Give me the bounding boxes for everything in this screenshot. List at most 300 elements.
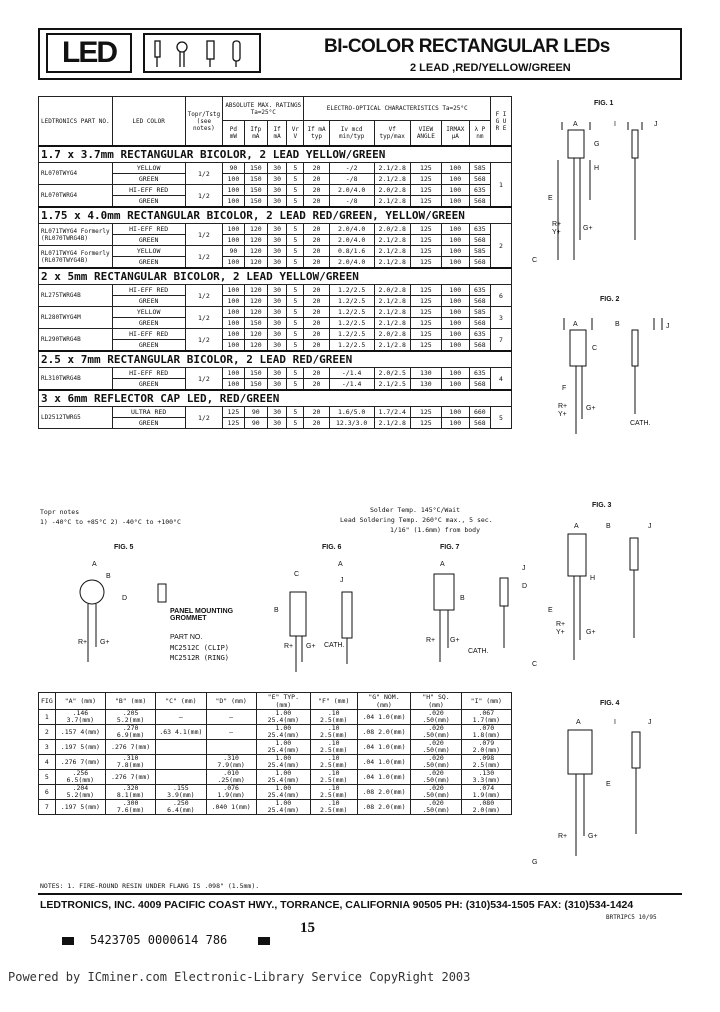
svg-text:I: I (614, 121, 616, 128)
cell-if: 30 (268, 235, 287, 246)
dim-cell: — (156, 710, 206, 725)
cell-ang: 125 (410, 196, 441, 208)
svg-text:D: D (122, 595, 128, 602)
dim-cell: 3 (39, 740, 56, 755)
dim-cell: .276 7(mm) (55, 755, 105, 770)
page-title: BI-COLOR RECTANGULAR LEDs (324, 36, 610, 57)
dim-cell: .070 1.8(mm) (461, 725, 511, 740)
dim-cell: .270 6.9(mm) (106, 725, 156, 740)
cell-iv: 2.0/4.0 (329, 257, 374, 269)
cell-iv: 1.2/2.5 (329, 285, 374, 296)
cell-ifp: 120 (244, 285, 267, 296)
dim-cell: .076 1.9(mm) (206, 785, 256, 800)
cell-vr: 5 (287, 224, 304, 235)
svg-text:B: B (606, 523, 611, 530)
spec-row (39, 329, 512, 340)
led-shapes-icon (143, 33, 261, 73)
svg-text:J: J (666, 323, 670, 330)
cell-color: GREEN (112, 318, 185, 329)
svg-text:E: E (606, 781, 611, 788)
spec-row (39, 368, 512, 379)
dim-header-cell: "B" (mm) (106, 693, 156, 710)
svg-text:G+: G+ (586, 629, 596, 636)
cell-pd: 100 (223, 174, 244, 185)
dim-cell: .04 1.0(mm) (357, 710, 411, 725)
dim-cell: 1.00 25.4(mm) (256, 755, 310, 770)
cell-iv: 2.0/4.0 (329, 235, 374, 246)
col-pd: Pd mW (223, 121, 244, 146)
fig7-drawing (410, 552, 530, 682)
cell-ang: 125 (410, 329, 441, 340)
grommet-title: PANEL MOUNTING GROMMET (170, 608, 234, 622)
cell-vr: 5 (287, 163, 304, 174)
section-header (39, 207, 512, 224)
cell-part: LD2512TWRG5 (39, 407, 113, 429)
cell-if: 30 (268, 163, 287, 174)
cell-color: GREEN (112, 174, 185, 185)
cell-vf: 2.1/2.8 (374, 296, 410, 307)
cell-ir: 100 (441, 296, 469, 307)
cell-ift: 20 (304, 296, 329, 307)
cell-pd: 90 (223, 246, 244, 257)
cell-pd: 100 (223, 379, 244, 391)
cell-ift: 20 (304, 307, 329, 318)
dim-cell: .020 .50(mm) (411, 770, 461, 785)
cell-ang: 125 (410, 185, 441, 196)
svg-text:B: B (274, 607, 279, 614)
cell-color: ULTRA RED (112, 407, 185, 418)
cell-if: 30 (268, 185, 287, 196)
cell-vr: 5 (287, 318, 304, 329)
dim-cell: .276 7(mm) (106, 740, 156, 755)
cell-lp: 660 (469, 407, 490, 418)
cell-part: RL275TWRG4B (39, 285, 113, 307)
cell-lp: 568 (469, 379, 490, 391)
cell-ift: 20 (304, 196, 329, 208)
dim-row (39, 710, 512, 725)
cell-ang: 130 (410, 379, 441, 391)
cell-vf: 2.1/2.8 (374, 418, 410, 429)
cell-ir: 100 (441, 224, 469, 235)
dim-cell: 1.00 25.4(mm) (256, 785, 310, 800)
svg-text:R+: R+ (78, 639, 88, 646)
cell-if: 30 (268, 296, 287, 307)
cell-lp: 585 (469, 246, 490, 257)
spec-row (39, 185, 512, 196)
cell-part: RL070TWYG4 (39, 163, 113, 185)
dim-cell: .10 2.5(mm) (310, 740, 357, 755)
cell-color: GREEN (112, 196, 185, 208)
cell-vr: 5 (287, 285, 304, 296)
dim-cell: 1.00 25.4(mm) (256, 740, 310, 755)
cell-ifp: 120 (244, 257, 267, 269)
cell-vf: 2.1/2.8 (374, 257, 410, 269)
svg-text:R+: R+ (284, 643, 294, 650)
cell-iv: 1.2/2.5 (329, 318, 374, 329)
cell-figure: 7 (491, 329, 512, 352)
dim-row (39, 800, 512, 815)
dim-header-cell: "H" SQ. (mm) (411, 693, 461, 710)
svg-text:B: B (615, 321, 620, 328)
svg-text:G: G (532, 859, 538, 866)
cell-ifp: 120 (244, 224, 267, 235)
dim-row (39, 770, 512, 785)
dim-cell: .020 .50(mm) (411, 740, 461, 755)
cell-ift: 20 (304, 368, 329, 379)
cell-vf: 2.1/2.5 (374, 379, 410, 391)
svg-text:G+: G+ (100, 639, 110, 646)
svg-text:C: C (294, 571, 300, 578)
cell-ifp: 120 (244, 307, 267, 318)
dim-cell: .04 1.0(mm) (357, 755, 411, 770)
cell-ir: 100 (441, 407, 469, 418)
cell-ifp: 120 (244, 340, 267, 352)
cell-vf: 2.1/2.8 (374, 174, 410, 185)
dim-cell: 5 (39, 770, 56, 785)
col-view-angle: VIEW ANGLE (410, 121, 441, 146)
dim-cell: .080 2.0(mm) (461, 800, 511, 815)
cell-if: 30 (268, 285, 287, 296)
cell-vr: 5 (287, 196, 304, 208)
cell-color: GREEN (112, 235, 185, 246)
dim-cell: .10 2.5(mm) (310, 770, 357, 785)
cell-lp: 635 (469, 368, 490, 379)
dimension-table (38, 692, 512, 815)
cell-vf: 1.7/2.4 (374, 407, 410, 418)
cell-color: GREEN (112, 257, 185, 269)
fig5-label: FIG. 5 (114, 544, 134, 551)
svg-text:A: A (576, 719, 581, 726)
cell-pd: 125 (223, 418, 244, 429)
svg-text:G+: G+ (586, 405, 596, 412)
dim-cell (156, 755, 206, 770)
cell-ir: 100 (441, 185, 469, 196)
dim-cell: 6 (39, 785, 56, 800)
cell-topr: 1/2 (185, 246, 223, 269)
cell-ang: 125 (410, 407, 441, 418)
svg-text:A: A (574, 523, 579, 530)
dim-cell: .276 7(mm) (106, 770, 156, 785)
cell-color: HI-EFF RED (112, 224, 185, 235)
svg-text:G+: G+ (306, 643, 316, 650)
cell-ift: 20 (304, 285, 329, 296)
dim-cell: .205 5.2(mm) (106, 710, 156, 725)
fig6-cath-label: CATH. (324, 642, 345, 649)
cell-ang: 130 (410, 368, 441, 379)
cell-vr: 5 (287, 246, 304, 257)
cell-pd: 125 (223, 407, 244, 418)
fig2-cath-label: CATH. (630, 420, 651, 427)
cell-ir: 100 (441, 246, 469, 257)
cell-lp: 635 (469, 224, 490, 235)
dim-cell: .04 1.0(mm) (357, 770, 411, 785)
col-vf: Vf typ/max (374, 121, 410, 146)
svg-text:J: J (648, 523, 652, 530)
dim-cell: .157 4(mm) (55, 725, 105, 740)
cell-figure: 5 (491, 407, 512, 429)
svg-text:R+: R+ (552, 221, 562, 228)
cell-iv: 1.2/2.5 (329, 340, 374, 352)
svg-text:J: J (340, 577, 344, 584)
cell-pd: 100 (223, 196, 244, 208)
cell-color: YELLOW (112, 246, 185, 257)
cell-ift: 20 (304, 246, 329, 257)
cell-topr: 1/2 (185, 407, 223, 429)
fig5-drawing (60, 552, 180, 672)
cell-part: RL310TWRG4B (39, 368, 113, 391)
svg-text:F: F (562, 385, 567, 392)
cell-iv: 12.3/3.0 (329, 418, 374, 429)
cell-ifp: 120 (244, 329, 267, 340)
dim-cell: — (206, 725, 256, 740)
cell-pd: 100 (223, 329, 244, 340)
cell-ang: 125 (410, 340, 441, 352)
cell-ang: 125 (410, 418, 441, 429)
dim-header-cell: "C" (mm) (156, 693, 206, 710)
cell-color: HI-EFF RED (112, 285, 185, 296)
col-iv: Iv mcd min/typ (329, 121, 374, 146)
cell-vf: 2.0/2.8 (374, 185, 410, 196)
page-number: 15 (300, 920, 315, 936)
svg-text:R+: R+ (556, 621, 566, 628)
svg-text:G: G (594, 141, 600, 148)
cell-vr: 5 (287, 257, 304, 269)
col-figure: F I G U R E (491, 97, 512, 147)
svg-text:J: J (654, 121, 658, 128)
dim-cell: 1.00 25.4(mm) (256, 800, 310, 815)
cell-if: 30 (268, 196, 287, 208)
dim-cell: 4 (39, 755, 56, 770)
dim-cell: .310 7.8(mm) (106, 755, 156, 770)
cell-part: RL070TWRG4 (39, 185, 113, 208)
section-title: 2.5 x 7mm RECTANGULAR BICOLOR, 2 LEAD RED/GREEN (39, 351, 512, 368)
dim-cell: .08 2.0(mm) (357, 725, 411, 740)
cell-ir: 100 (441, 257, 469, 269)
dim-cell: .300 7.6(mm) (106, 800, 156, 815)
cell-ang: 125 (410, 307, 441, 318)
cell-pd: 100 (223, 340, 244, 352)
cell-ir: 100 (441, 235, 469, 246)
svg-text:C: C (532, 661, 538, 668)
watermark: Powered by ICminer.com Electronic-Library Service CopyRight 2003 (8, 970, 471, 984)
cell-ir: 100 (441, 368, 469, 379)
svg-text:Y+: Y+ (556, 629, 565, 636)
cell-vr: 5 (287, 340, 304, 352)
cell-color: GREEN (112, 418, 185, 429)
cell-color: HI-EFF RED (112, 368, 185, 379)
fig7-cath-label: CATH. (468, 648, 489, 655)
cell-ifp: 150 (244, 318, 267, 329)
footer-address: LEDTRONICS, INC. 4009 PACIFIC COAST HWY., TORRANCE, CALIFORNIA 90505 PH: (310)534-1505 FAX: (310)534-1424 (40, 899, 634, 911)
cell-vr: 5 (287, 418, 304, 429)
footer-doc-code: BRTRIPC5 10/95 (606, 914, 657, 921)
cell-iv: -/8 (329, 174, 374, 185)
cell-ang: 125 (410, 174, 441, 185)
cell-vr: 5 (287, 368, 304, 379)
cell-ang: 125 (410, 163, 441, 174)
fig2-drawing (528, 304, 678, 444)
dim-cell: .155 3.9(mm) (156, 785, 206, 800)
dim-cell: .098 2.5(mm) (461, 755, 511, 770)
cell-ang: 125 (410, 246, 441, 257)
cell-figure: 6 (491, 285, 512, 307)
dim-cell: .10 2.5(mm) (310, 725, 357, 740)
cell-if: 30 (268, 174, 287, 185)
cell-if: 30 (268, 418, 287, 429)
cell-vf: 2.1/2.8 (374, 307, 410, 318)
col-ir: IRMAX µA (441, 121, 469, 146)
cell-lp: 635 (469, 185, 490, 196)
svg-text:A: A (92, 561, 97, 568)
grommet-clip: MC2512C (CLIP) (170, 644, 230, 652)
cell-color: GREEN (112, 340, 185, 352)
cell-ift: 20 (304, 185, 329, 196)
fig7-label: FIG. 7 (440, 544, 460, 551)
section-title: 1.75 x 4.0mm RECTANGULAR BICOLOR, 2 LEAD RED/GREEN, YELLOW/GREEN (39, 207, 512, 224)
dim-cell: .320 8.1(mm) (106, 785, 156, 800)
svg-text:J: J (648, 719, 652, 726)
cell-topr: 1/2 (185, 163, 223, 185)
cell-ift: 20 (304, 329, 329, 340)
cell-lp: 568 (469, 196, 490, 208)
cell-color: GREEN (112, 296, 185, 307)
cell-pd: 100 (223, 257, 244, 269)
spec-table (38, 96, 512, 429)
col-if-typ: If mA typ (304, 121, 329, 146)
cell-lp: 568 (469, 318, 490, 329)
cell-ifp: 150 (244, 185, 267, 196)
cell-ir: 100 (441, 285, 469, 296)
spec-note-topr-title: Topr notes (40, 508, 80, 516)
dim-cell (206, 740, 256, 755)
grommet-part-label: PART NO. (170, 634, 203, 641)
svg-text:R+: R+ (558, 833, 568, 840)
section-title: 2 x 5mm RECTANGULAR BICOLOR, 2 LEAD YELLOW/GREEN (39, 268, 512, 285)
cell-part: RL280TWYG4M (39, 307, 113, 329)
cell-if: 30 (268, 307, 287, 318)
dim-cell: 1.00 25.4(mm) (256, 710, 310, 725)
cell-ang: 125 (410, 318, 441, 329)
fig6-label: FIG. 6 (322, 544, 342, 551)
svg-text:R+: R+ (558, 403, 568, 410)
cell-ifp: 150 (244, 163, 267, 174)
cell-ifp: 150 (244, 196, 267, 208)
col-part: LEDTRONICS PART NO. (39, 97, 113, 147)
cell-if: 30 (268, 340, 287, 352)
cell-if: 30 (268, 407, 287, 418)
cell-ift: 20 (304, 174, 329, 185)
cell-lp: 585 (469, 307, 490, 318)
dim-cell: .146 3.7(mm) (55, 710, 105, 725)
cell-ir: 100 (441, 379, 469, 391)
svg-text:G+: G+ (583, 225, 593, 232)
spec-note-lead-solder: Lead Soldering Temp. 260°C max., 5 sec. (340, 516, 493, 524)
cell-ang: 125 (410, 296, 441, 307)
fig1-drawing (528, 110, 678, 280)
cell-ifp: 120 (244, 246, 267, 257)
cell-color: HI-EFF RED (112, 329, 185, 340)
svg-text:D: D (522, 583, 528, 590)
cell-vf: 2.1/2.8 (374, 318, 410, 329)
fig4-drawing (528, 706, 678, 866)
col-electro: ELECTRO-OPTICAL CHARACTERISTICS Ta=25°C (304, 97, 491, 121)
cell-iv: 2.0/4.0 (329, 185, 374, 196)
dim-cell: .204 5.2(mm) (55, 785, 105, 800)
cell-if: 30 (268, 329, 287, 340)
section-title: 3 x 6mm REFLECTOR CAP LED, RED/GREEN (39, 390, 512, 407)
cell-ift: 20 (304, 224, 329, 235)
dimension-notes: NOTES: 1. FIRE-ROUND RESIN UNDER FLANG IS .098" (1.5mm). (40, 882, 260, 890)
dim-header-cell: "F" (mm) (310, 693, 357, 710)
cell-figure: 1 (491, 163, 512, 208)
svg-text:J: J (522, 565, 526, 572)
cell-color: HI-EFF RED (112, 185, 185, 196)
cell-topr: 1/2 (185, 329, 223, 352)
spec-note-topr-ranges: 1) -40°C to +85°C 2) -40°C to +100°C (40, 518, 181, 526)
fig3-drawing (528, 510, 678, 680)
dim-row (39, 725, 512, 740)
dim-cell: .63 4.1(mm) (156, 725, 206, 740)
cell-figure: 2 (491, 224, 512, 269)
cell-iv: 1.2/2.5 (329, 296, 374, 307)
cell-ir: 100 (441, 418, 469, 429)
dim-cell: — (206, 710, 256, 725)
spec-row (39, 246, 512, 257)
svg-text:G+: G+ (588, 833, 598, 840)
cell-iv: 0.8/1.6 (329, 246, 374, 257)
fig3-label: FIG. 3 (592, 502, 612, 509)
col-ifp: Ifp mA (244, 121, 267, 146)
dim-cell: .020 .50(mm) (411, 785, 461, 800)
cell-ir: 100 (441, 329, 469, 340)
dim-cell (156, 770, 206, 785)
section-header (39, 351, 512, 368)
cell-if: 30 (268, 257, 287, 269)
spec-row (39, 285, 512, 296)
cell-if: 30 (268, 318, 287, 329)
dim-cell: .10 2.5(mm) (310, 785, 357, 800)
cell-ir: 100 (441, 318, 469, 329)
cell-pd: 100 (223, 368, 244, 379)
cell-iv: 1.2/2.5 (329, 329, 374, 340)
cell-vr: 5 (287, 407, 304, 418)
cell-vr: 5 (287, 379, 304, 391)
cell-ift: 20 (304, 163, 329, 174)
cell-topr: 1/2 (185, 224, 223, 246)
col-abs-max: ABSOLUTE MAX. RATINGS Ta=25°C (223, 97, 304, 121)
cell-topr: 1/2 (185, 368, 223, 391)
cell-figure: 3 (491, 307, 512, 329)
cell-vf: 2.1/2.8 (374, 163, 410, 174)
cell-vf: 2.1/2.8 (374, 196, 410, 208)
cell-ift: 20 (304, 418, 329, 429)
section-header (39, 390, 512, 407)
cell-ang: 125 (410, 285, 441, 296)
spec-row (39, 224, 512, 235)
cell-ir: 100 (441, 174, 469, 185)
dim-cell: .067 1.7(mm) (461, 710, 511, 725)
dim-cell: 2 (39, 725, 56, 740)
cell-ifp: 90 (244, 407, 267, 418)
dim-cell: 1.00 25.4(mm) (256, 725, 310, 740)
cell-lp: 585 (469, 163, 490, 174)
cell-pd: 100 (223, 235, 244, 246)
dim-cell: .020 .50(mm) (411, 725, 461, 740)
cell-pd: 100 (223, 285, 244, 296)
cell-lp: 635 (469, 285, 490, 296)
svg-text:Y+: Y+ (558, 411, 567, 418)
cell-part: RL071TWYG4 Formerly (RL070TWYG4B) (39, 246, 113, 269)
